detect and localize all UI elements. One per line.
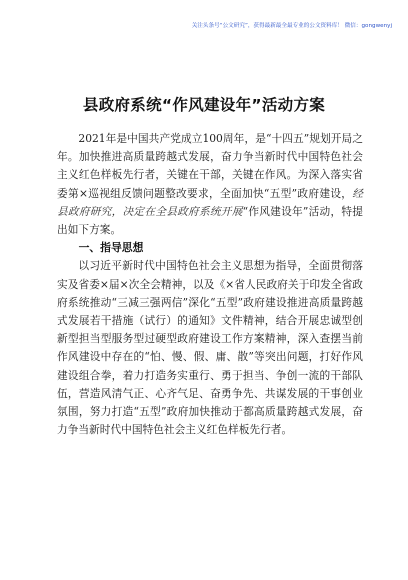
section-heading-guiding-ideology: 一、指导思想 xyxy=(78,241,144,255)
intro-paragraph xyxy=(57,130,363,239)
document-body xyxy=(57,130,363,439)
guiding-ideology-paragraph: 以习近平新时代中国特色社会主义思想为指导，全面贯彻落实及省委×届×次全会精神，以及《×省人民政府关于印发全省政府系统推动“三减三强两信”深化“五型”政府建设推进高质量跨越式发展若干措施（试行）的通知》文件精神，结合开展忠诚型创新型担当型服务型过硬型政府建设工作方案精神，深入查摆当前作风建设中存在的“怕、慢、假、庸、散”等突出问题，打好作风建设组合拳，着力打造务实重行、勇于担当、争创一流的干部队伍，营造风清气正、心齐气足、奋勇争先、共谋发展的干事创业氛围，努力打造“五型”政府加快推动于都高质量跨越式发展，奋力争当新时代中国特色社会主义红色样板先行者。 xyxy=(57,259,363,437)
promo-banner[interactable]: 关注头条号“公文研究”，获得最新最全最专业的公文资料库！ 微信：gongwenyj xyxy=(191,23,392,29)
intro-italic-text: 经县政府研究，决定在全县政府系统开展 xyxy=(57,186,363,218)
intro-text: 2021年是中国共产党成立100周年，是“十四五”规划开局之年。加快推进高质量跨越式发展，奋力争当新时代中国特色社会主义红色样板先行者，关键在干部，关键在作风。为深入落实省委第×巡视组反馈问题整改要求，全面加快“五型”政府建设， xyxy=(57,132,363,200)
intro-text-end: “作风建设年”活动，特提出如下方案。 xyxy=(57,204,363,237)
document-title: 县政府系统“作风建设年”活动方案 xyxy=(82,96,326,114)
